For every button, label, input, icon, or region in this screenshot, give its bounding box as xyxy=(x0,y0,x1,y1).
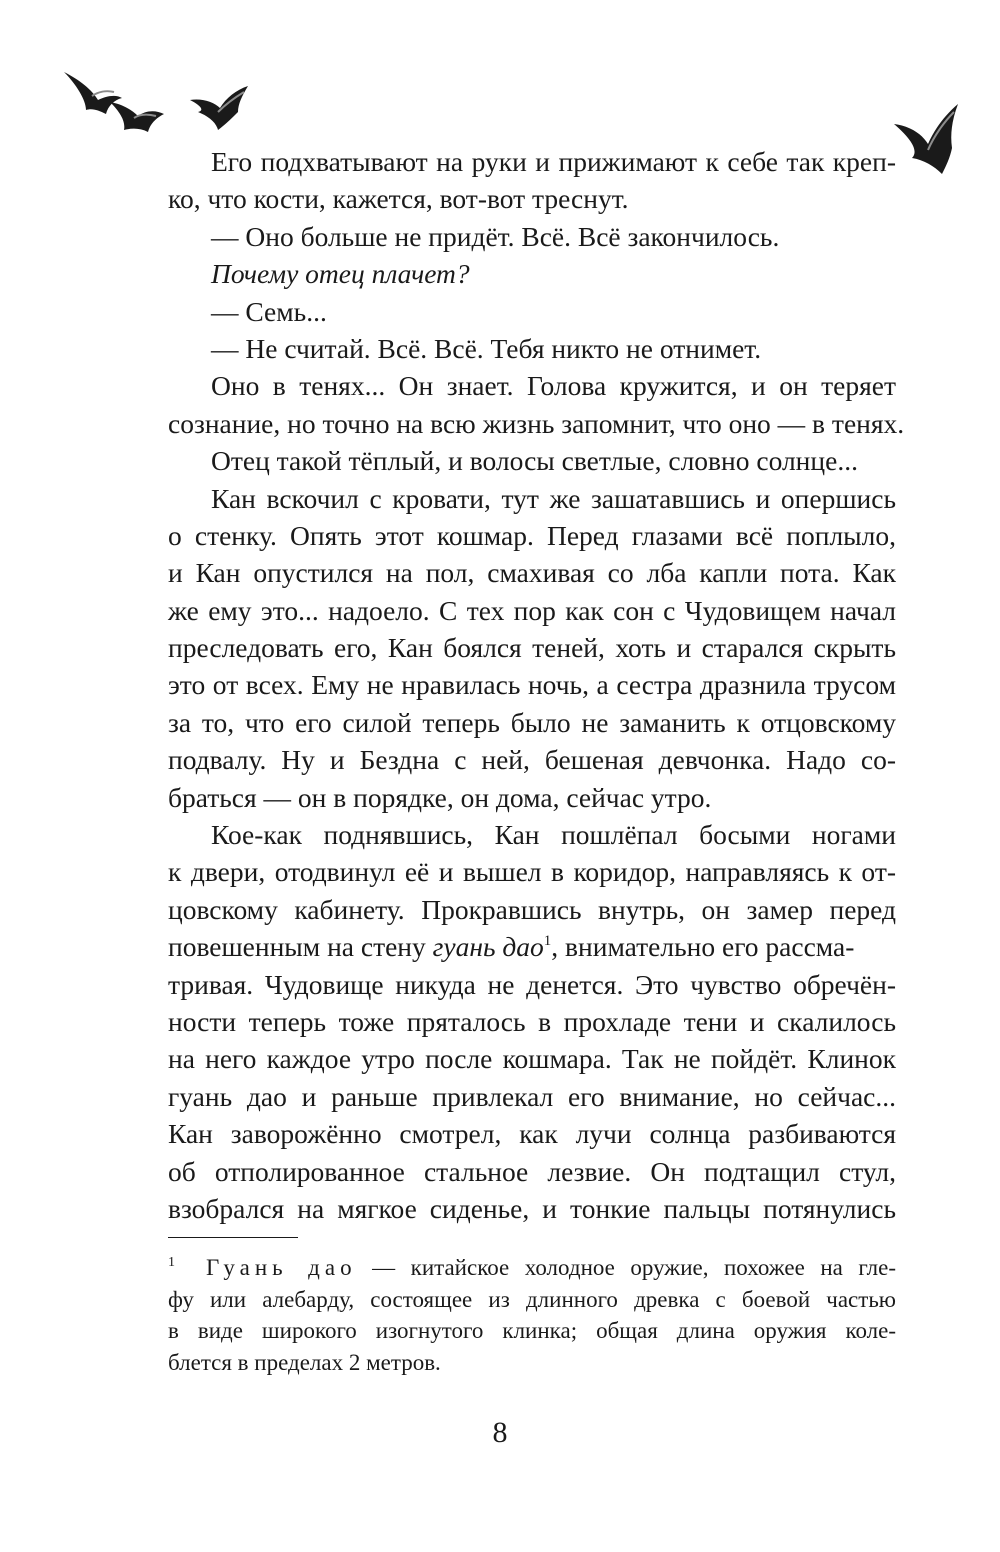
text-line: преследовать его, Кан боялся теней, хоть и старался скрыть xyxy=(168,632,896,664)
text-line: к двери, отодвинул её и вышел в коридор, направляясь к от- xyxy=(168,856,896,888)
text-line: Отец такой тёплый, и волосы светлые, словно солнце... xyxy=(211,445,858,477)
text-fragment: , внимательно его рассма- xyxy=(551,931,855,963)
text-line-with-footnote xyxy=(168,928,896,965)
footnote-line: блется в пределах 2 метров. xyxy=(168,1349,441,1375)
text-line: сознание, но точно на всю жизнь запомнит, что оно — в тенях. xyxy=(168,407,905,439)
text-line: тривая. Чудовище никуда не денется. Это чувство обречён- xyxy=(168,968,896,1000)
text-line: на него каждое утро после кошмара. Так не пойдёт. Клинок xyxy=(168,1043,896,1075)
text-line: Оно в тенях... Он знает. Голова кружится, и он теряет xyxy=(211,370,896,402)
text-line: Кан вскочил с кровати, тут же зашатавшись и опершись xyxy=(211,482,896,514)
text-line: — Оно больше не придёт. Всё. Всё закончилось. xyxy=(211,220,780,252)
text-line: о стенку. Опять этот кошмар. Перед глазами всё поплыло, xyxy=(168,519,896,551)
text-line: ко, что кости, кажется, вот-вот треснут. xyxy=(168,183,629,215)
footnote-reference[interactable]: 1 xyxy=(543,933,552,950)
footnote-line: 1 Гуань дао — китайское холодное оружие, похожее на гле- xyxy=(168,1255,896,1280)
text-line: взобрался на мягкое сиденье, и тонкие пальцы потянулись xyxy=(168,1192,896,1224)
text-line: — Семь... xyxy=(211,295,327,327)
footnote-text: — китайское холодное оружие, похожее на гле- xyxy=(372,1255,896,1280)
text-line: подвалу. Ну и Бездна с ней, бешеная девчонка. Надо со- xyxy=(168,744,896,776)
swallow-icon xyxy=(892,100,962,176)
text-line: это от всех. Ему не нравилась ночь, а сестра дразнила трусом xyxy=(168,669,896,701)
text-line: Кан заворожённо смотрел, как лучи солнца разбиваются xyxy=(168,1118,896,1150)
main-text xyxy=(168,143,905,1227)
text-line: браться — он в порядке, он дома, сейчас утро. xyxy=(168,781,712,813)
text-fragment: повешенным на стену xyxy=(168,931,426,963)
text-line: ности теперь тоже пряталось в прохладе тени и скалилось xyxy=(168,1005,896,1037)
text-line: Его подхватывают на руки и прижимают к себе так креп- xyxy=(211,146,896,177)
text-line: же ему это... надоело. С тех пор как сон с Чудовищем начал xyxy=(168,594,896,626)
footnote-line: фу или алебарду, состоящее из длинного древка с боевой частью xyxy=(168,1286,896,1312)
swallow-icon xyxy=(188,82,252,134)
text-line: цовскому кабинету. Прокравшись внутрь, он замер перед xyxy=(168,893,896,925)
text-line: Кое-как поднявшись, Кан пошлёпал босыми ногами xyxy=(211,819,896,851)
text-line: гуань дао и раньше привлекал его внимание, но сейчас... xyxy=(168,1080,896,1112)
text-line: — Не считай. Всё. Всё. Тебя никто не отнимет. xyxy=(211,332,762,364)
text-line: Почему отец плачет? xyxy=(211,258,470,290)
footnote-line: в виде широкого изогнутого клинка; общая длина оружия коле- xyxy=(168,1318,896,1343)
text-line: и Кан опустился на пол, смахивая со лба капли пота. Как xyxy=(168,557,896,589)
text-line: за то, что его силой теперь было не заманить к отцовскому xyxy=(168,706,896,738)
footnote-divider xyxy=(168,1237,298,1238)
footnote xyxy=(168,1252,896,1378)
footnote-term: Гуань дао xyxy=(206,1255,357,1280)
text-line: об отполированное стальное лезвие. Он подтащил стул, xyxy=(168,1155,896,1187)
swallow-icon xyxy=(108,96,166,136)
page-number: 8 xyxy=(492,1416,508,1449)
term-gyan-dao: гуань дао xyxy=(432,931,544,963)
